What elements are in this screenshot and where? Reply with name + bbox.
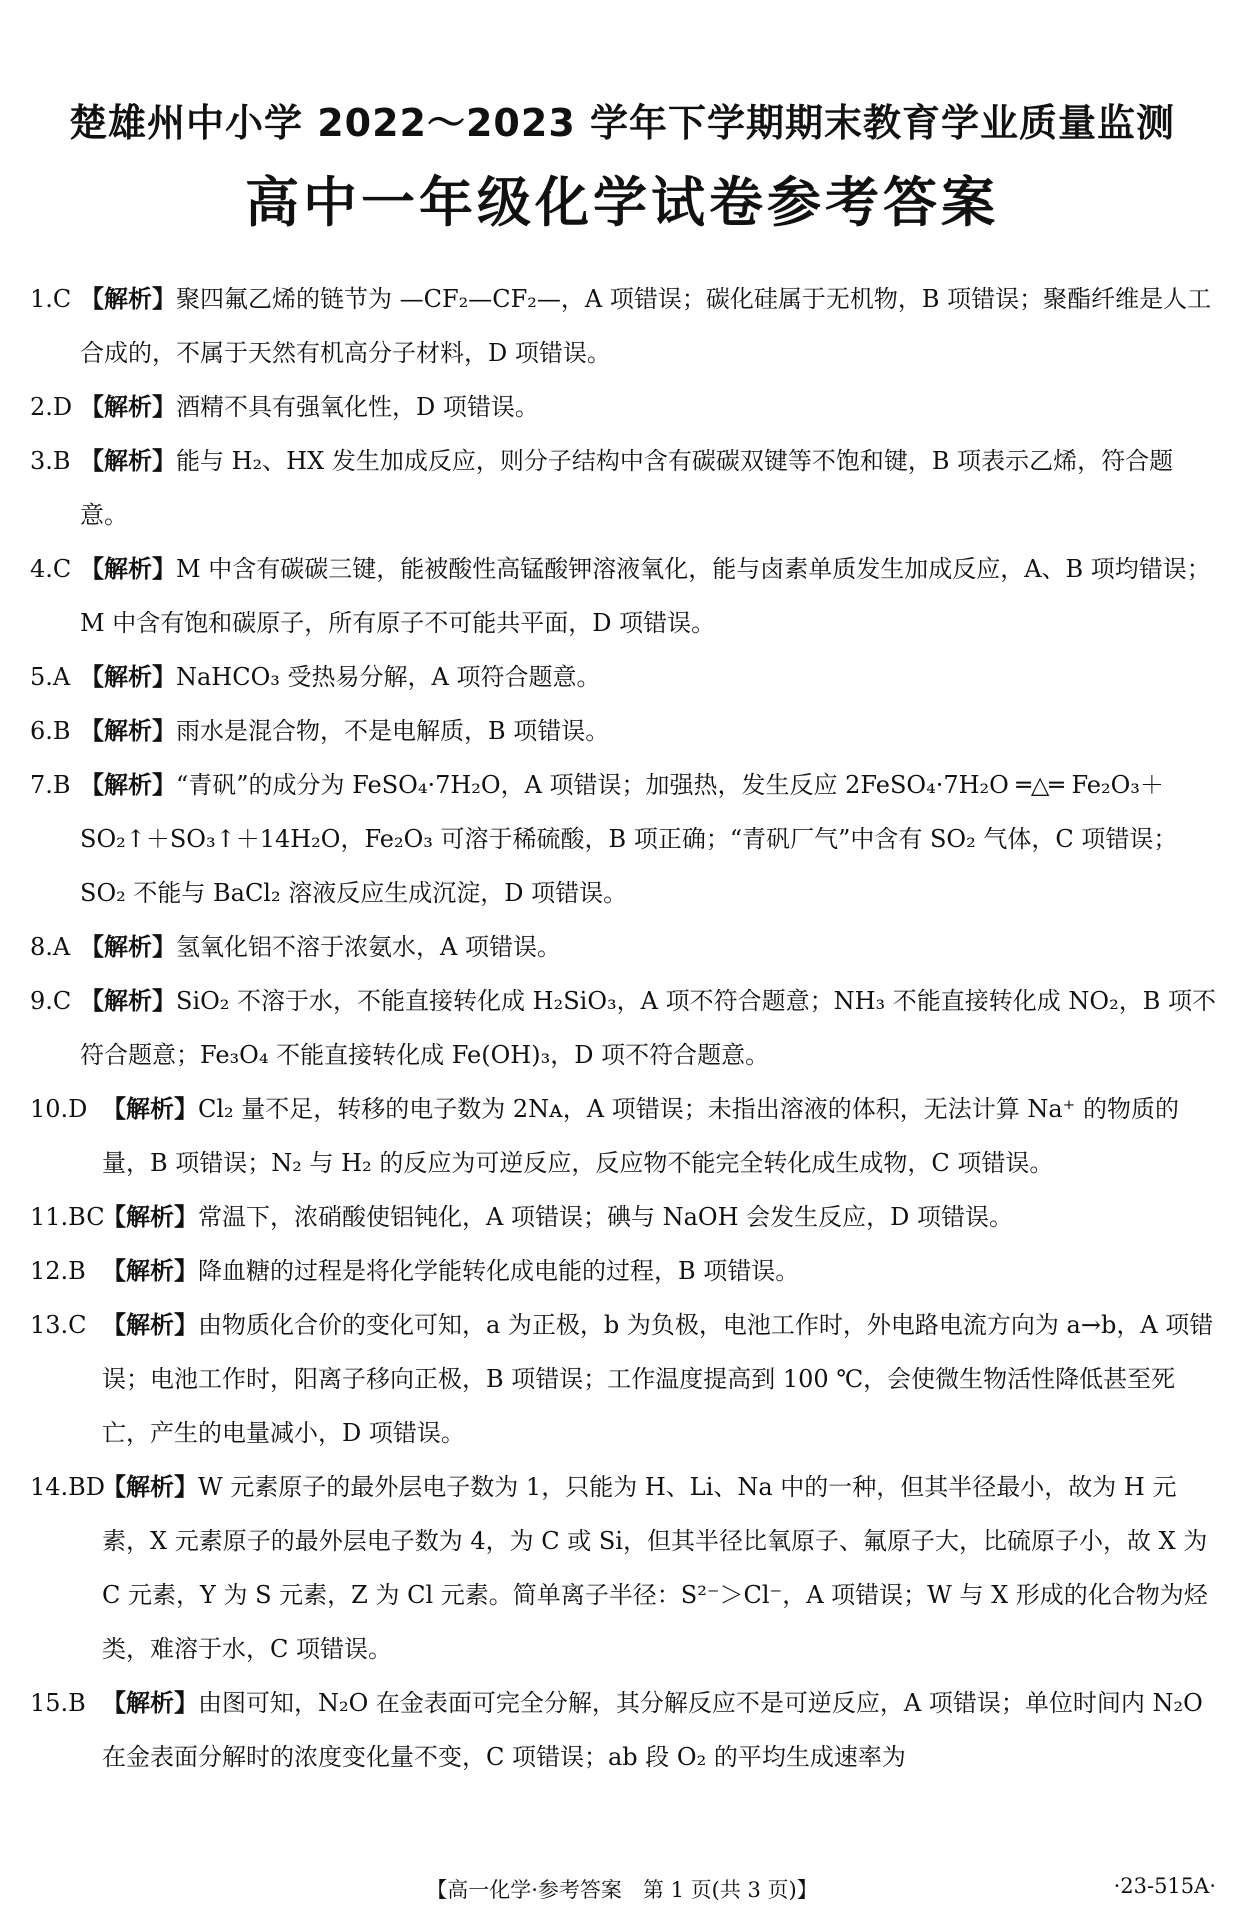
analysis-tag: 【解析】 xyxy=(80,717,176,745)
answer-item xyxy=(30,974,1216,1082)
answer-item xyxy=(30,1460,1216,1676)
analysis-text: 酒精不具有强氧化性，D 项错误。 xyxy=(176,393,539,421)
analysis-text: 由图可知，N₂O 在金表面可完全分解，其分解反应不是可逆反应，A 项错误；单位时间内 N₂O 在金表面分解时的浓度变化量不变，C 项错误；ab 段 O₂ 的平均生成速率为 xyxy=(102,1689,1203,1771)
question-answer: 12.B xyxy=(30,1257,86,1285)
answer-item xyxy=(30,542,1216,650)
exam-title: 楚雄州中小学 2022～2023 学年下学期期末教育学业质量监测 xyxy=(69,101,1175,145)
question-answer: 7.B xyxy=(30,771,71,799)
question-answer: 13.C xyxy=(30,1311,87,1339)
answer-item xyxy=(30,1298,1216,1460)
analysis-text: 聚四氟乙烯的链节为 —CF₂—CF₂—，A 项错误；碳化硅属于无机物，B 项错误；聚酯纤维是人工合成的，不属于天然有机高分子材料，D 项错误。 xyxy=(80,285,1212,367)
question-answer: 14.BD xyxy=(30,1473,106,1501)
answer-item xyxy=(30,704,1216,758)
question-answer: 6.B xyxy=(30,717,71,745)
document-title: 高中一年级化学试卷参考答案 xyxy=(245,171,999,234)
analysis-text: 由物质化合价的变化可知，a 为正极，b 为负极，电池工作时，外电路电流方向为 a→b，A 项错误；电池工作时，阳离子移向正极，B 项错误；工作温度提高到 100 ℃，会使微生物活性降低甚至死亡，产生的电量减小，D 项错误。 xyxy=(102,1311,1214,1447)
analysis-tag: 【解析】 xyxy=(102,1203,198,1231)
answer-item xyxy=(30,1676,1216,1784)
answer-item xyxy=(30,758,1216,920)
analysis-tag: 【解析】 xyxy=(102,1311,198,1339)
question-answer: 2.D xyxy=(30,393,73,421)
analysis-tag: 【解析】 xyxy=(80,555,176,583)
question-answer: 4.C xyxy=(30,555,72,583)
question-answer: 3.B xyxy=(30,447,71,475)
answer-item xyxy=(30,1190,1216,1244)
analysis-tag: 【解析】 xyxy=(102,1095,198,1123)
analysis-text: 常温下，浓硝酸使铝钝化，A 项错误；碘与 NaOH 会发生反应，D 项错误。 xyxy=(198,1203,1014,1231)
question-answer: 10.D xyxy=(30,1095,88,1123)
analysis-text: 降血糖的过程是将化学能转化成电能的过程，B 项错误。 xyxy=(198,1257,800,1285)
answer-list xyxy=(30,272,1216,1784)
analysis-text: Cl₂ 量不足，转移的电子数为 2Nᴀ，A 项错误；未指出溶液的体积，无法计算 Na⁺ 的物质的量，B 项错误；N₂ 与 H₂ 的反应为可逆反应，反应物不能完全转化成生成物，C 项错误。 xyxy=(102,1095,1179,1177)
answer-item xyxy=(30,1082,1216,1190)
question-answer: 1.C xyxy=(30,285,72,313)
answer-item xyxy=(30,380,1216,434)
analysis-text: “青矾”的成分为 FeSO₄·7H₂O，A 项错误；加强热，发生反应 2FeSO₄·7H₂O ═△═ Fe₂O₃＋SO₂↑＋SO₃↑＋14H₂O，Fe₂O₃ 可溶于稀硫酸，B 项正确；“青矾厂气”中含有 SO₂ 气体，C 项错误；SO₂ 不能与 BaCl₂ 溶液反应生成沉淀，D 项错误。 xyxy=(80,771,1178,907)
analysis-text: 雨水是混合物，不是电解质，B 项错误。 xyxy=(176,717,610,745)
footer-code: ·23-515A· xyxy=(1113,1874,1216,1898)
analysis-tag: 【解析】 xyxy=(102,1473,198,1501)
analysis-text: 能与 H₂、HX 发生加成反应，则分子结构中含有碳碳双键等不饱和键，B 项表示乙烯，符合题意。 xyxy=(80,447,1174,529)
question-answer: 9.C xyxy=(30,987,72,1015)
question-answer: 15.B xyxy=(30,1689,86,1717)
analysis-tag: 【解析】 xyxy=(102,1257,198,1285)
answer-item xyxy=(30,1244,1216,1298)
answer-item xyxy=(30,272,1216,380)
question-answer: 8.A xyxy=(30,933,71,961)
analysis-text: NaHCO₃ 受热易分解，A 项符合题意。 xyxy=(176,663,601,691)
answer-item xyxy=(30,920,1216,974)
analysis-tag: 【解析】 xyxy=(80,771,176,799)
analysis-tag: 【解析】 xyxy=(80,663,176,691)
question-answer: 11.BC xyxy=(30,1203,105,1231)
analysis-text: SiO₂ 不溶于水，不能直接转化成 H₂SiO₃，A 项不符合题意；NH₃ 不能直接转化成 NO₂，B 项不符合题意；Fe₃O₄ 不能直接转化成 Fe(OH)₃，D 项不符合题意。 xyxy=(80,987,1216,1069)
analysis-tag: 【解析】 xyxy=(80,447,176,475)
answer-item xyxy=(30,650,1216,704)
footer-page-info: 【高一化学·参考答案 第 1 页(共 3 页)】 xyxy=(426,1878,818,1902)
analysis-tag: 【解析】 xyxy=(80,933,176,961)
question-answer: 5.A xyxy=(30,663,71,691)
analysis-text: W 元素原子的最外层电子数为 1，只能为 H、Li、Na 中的一种，但其半径最小，故为 H 元素，X 元素原子的最外层电子数为 4，为 C 或 Si，但其半径比氧原子、氟原子大，比硫原子小，故 X 为 C 元素，Y 为 S 元素，Z 为 Cl 元素。简单离子半径：S²⁻＞Cl⁻，A 项错误；W 与 X 形成的化合物为烃类，难溶于水，C 项错误。 xyxy=(102,1473,1208,1663)
answer-item xyxy=(30,434,1216,542)
analysis-text: M 中含有碳碳三键，能被酸性高锰酸钾溶液氧化，能与卤素单质发生加成反应，A、B 项均错误；M 中含有饱和碳原子，所有原子不可能共平面，D 项错误。 xyxy=(80,555,1211,637)
analysis-tag: 【解析】 xyxy=(80,393,176,421)
analysis-tag: 【解析】 xyxy=(102,1689,198,1717)
analysis-tag: 【解析】 xyxy=(80,987,176,1015)
analysis-tag: 【解析】 xyxy=(80,285,176,313)
analysis-text: 氢氧化铝不溶于浓氨水，A 项错误。 xyxy=(176,933,561,961)
